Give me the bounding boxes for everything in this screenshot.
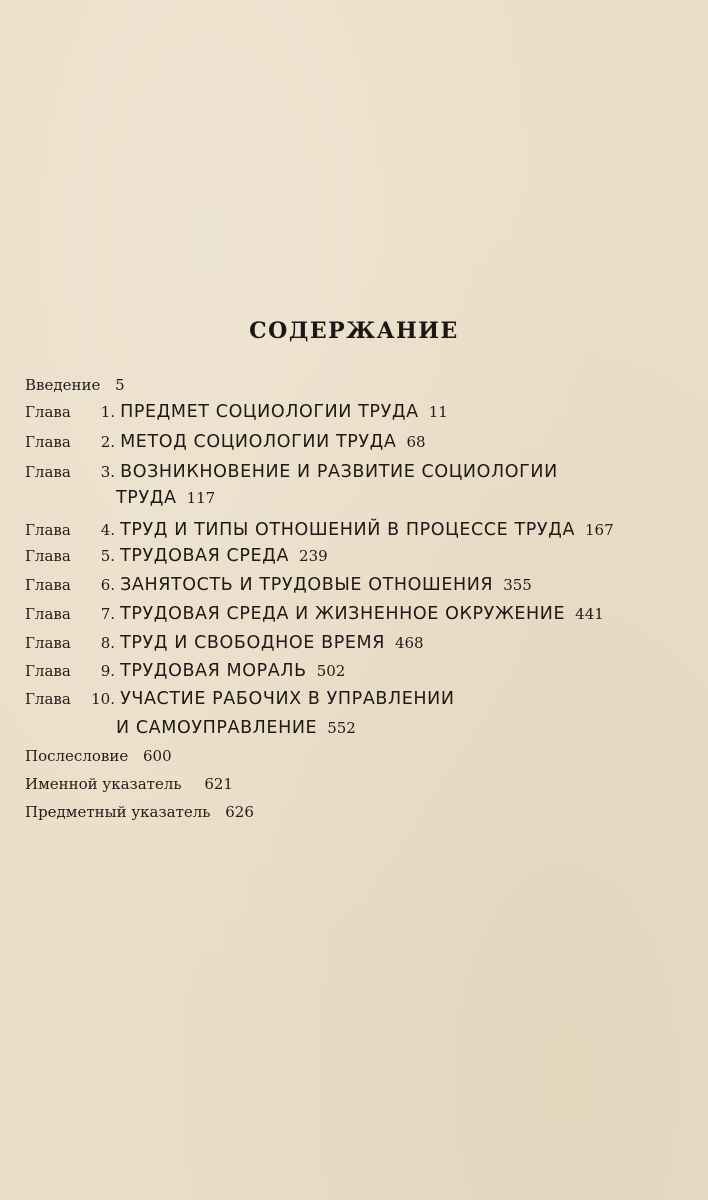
chapter-page: 167	[585, 521, 614, 539]
toc-intro	[25, 372, 125, 398]
chapter-title: ВОЗНИКНОВЕНИЕ И РАЗВИТИЕ СОЦИОЛОГИИ	[120, 462, 558, 482]
chapter-page: 117	[186, 489, 216, 507]
chapter-word: Глава	[25, 576, 71, 594]
toc-chapter-6	[25, 572, 532, 598]
chapter-number: 7.	[100, 605, 115, 623]
chapter-title-continuation: И САМОУПРАВЛЕНИЕ	[116, 718, 318, 738]
chapter-page: 239	[299, 547, 328, 565]
chapter-number: 1.	[100, 403, 115, 421]
toc-chapter-2	[25, 429, 426, 455]
chapter-page: 355	[503, 576, 532, 594]
chapter-word: Глава	[25, 433, 71, 451]
toc-afterword	[25, 743, 172, 769]
chapter-number: 3.	[100, 463, 115, 481]
chapter-title: ПРЕДМЕТ СОЦИОЛОГИИ ТРУДА	[120, 402, 419, 422]
chapter-word: Глава	[25, 605, 71, 623]
chapter-title: УЧАСТИЕ РАБОЧИХ В УПРАВЛЕНИИ	[120, 689, 455, 709]
toc-subject-index-label: Предметный указатель	[25, 803, 211, 821]
chapter-page: 68	[406, 433, 426, 451]
chapter-word: Глава	[25, 547, 71, 565]
chapter-word: Глава	[25, 403, 71, 421]
chapter-word: Глава	[25, 634, 71, 652]
chapter-title: ЗАНЯТОСТЬ И ТРУДОВЫЕ ОТНОШЕНИЯ	[120, 575, 494, 595]
toc-chapter-9	[25, 658, 345, 684]
chapter-title: ТРУДОВАЯ СРЕДА	[120, 546, 290, 566]
toc-name-index-label: Именной указатель	[25, 775, 182, 793]
page-title: СОДЕРЖАНИЕ	[249, 318, 459, 344]
toc-chapter-10-continuation	[116, 715, 356, 741]
toc-intro-label: Введение	[25, 376, 101, 394]
toc-afterword-page: 600	[142, 747, 172, 765]
toc-chapter-10	[25, 686, 455, 712]
toc-chapter-4	[25, 517, 614, 543]
chapter-page: 11	[428, 403, 448, 421]
chapter-page: 502	[316, 662, 346, 680]
chapter-page: 441	[575, 605, 604, 623]
chapter-word: Глава	[25, 690, 71, 708]
chapter-number: 9.	[100, 662, 115, 680]
toc-chapter-8	[25, 630, 424, 656]
toc-intro-page: 5	[115, 376, 125, 394]
chapter-number: 5.	[100, 547, 115, 565]
chapter-title: МЕТОД СОЦИОЛОГИИ ТРУДА	[120, 432, 397, 452]
chapter-title: ТРУДОВАЯ МОРАЛЬ	[120, 661, 307, 681]
chapter-title-continuation: ТРУДА	[116, 488, 177, 508]
chapter-number: 10.	[91, 690, 115, 708]
toc-chapter-3	[25, 459, 558, 485]
chapter-number: 4.	[100, 521, 115, 539]
toc-chapter-5	[25, 543, 328, 569]
toc-chapter-1	[25, 399, 448, 425]
chapter-word: Глава	[25, 662, 71, 680]
chapter-page: 552	[327, 719, 356, 737]
chapter-title: ТРУД И ТИПЫ ОТНОШЕНИЙ В ПРОЦЕССЕ ТРУДА	[120, 520, 576, 540]
toc-subject-index	[25, 799, 254, 825]
toc-afterword-label: Послесловие	[25, 747, 129, 765]
chapter-number: 8.	[100, 634, 115, 652]
chapter-word: Глава	[25, 521, 71, 539]
chapter-title: ТРУДОВАЯ СРЕДА И ЖИЗНЕННОЕ ОКРУЖЕНИЕ	[120, 604, 566, 624]
chapter-number: 2.	[100, 433, 115, 451]
chapter-title: ТРУД И СВОБОДНОЕ ВРЕМЯ	[120, 633, 385, 653]
chapter-number: 6.	[100, 576, 115, 594]
toc-chapter-7	[25, 601, 604, 627]
toc-name-index	[25, 771, 233, 797]
chapter-page: 468	[394, 634, 424, 652]
toc-name-index-page: 621	[204, 775, 233, 793]
chapter-word: Глава	[25, 463, 71, 481]
toc-chapter-3-continuation	[116, 485, 215, 511]
toc-subject-index-page: 626	[225, 803, 254, 821]
